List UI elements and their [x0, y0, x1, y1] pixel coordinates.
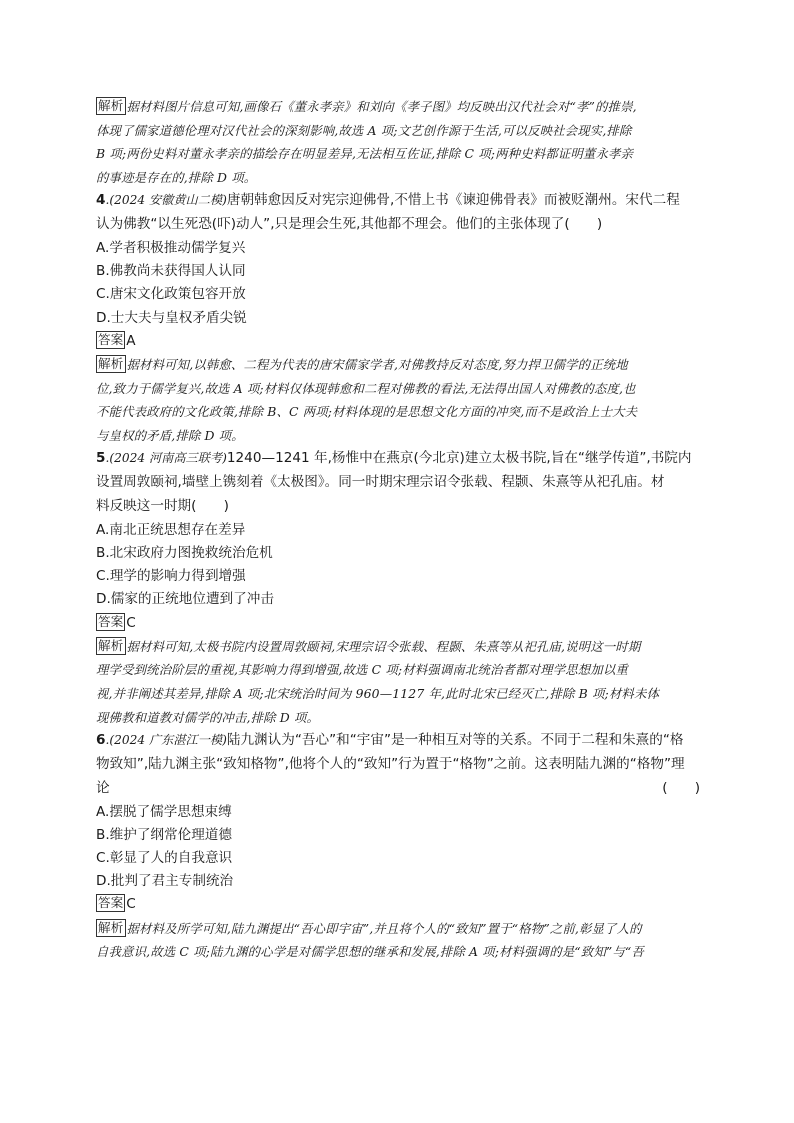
answer-value: C [126, 896, 136, 913]
explanation-line: 解析 据材料可知,太极书院内设置周敦颐祠,宋理宗诏令张载、程颢、朱熹等从祀孔庙,说明这一时期 [98, 637, 641, 654]
explanation-line: 自我意识,故选 C 项;陆九渊的心学是对儒学思想的继承和发展,排除 A 项;材料强调的是“致知”与“吾 [96, 944, 644, 960]
question-4 [96, 189, 700, 447]
question-number: 4 [96, 192, 106, 209]
question-stem-line: 认为佛教“以生死恐(吓)动人”,只是理会生死,其他都不理会。他们的主张体现了( ) [96, 216, 603, 233]
answer-paren: ( ) [662, 779, 700, 796]
question-stem-line: 设置周敦颐祠,墙壁上镌刻着《太极图》。同一时期宋理宗诏令张载、程颢、朱熹等从祀孔庙。材 [96, 474, 665, 491]
document-page [96, 95, 700, 964]
question-5 [96, 447, 700, 729]
option-b: B.维护了纲常伦理道德 [96, 826, 232, 843]
explanation-line: 体现了儒家道德伦理对汉代社会的深刻影响,故选 A 项;文艺创作源于生活,可以反映社会现实,排除 [96, 122, 632, 138]
option-d: D.士大夫与皇权矛盾尖锐 [96, 309, 247, 326]
explanation-line: 视,并非阐述其差异,排除 A 项;北宋统治时间为 960—1127 年,此时北宋已经灭亡,排除 B 项;材料未体 [96, 685, 660, 701]
option-c: C.理学的影响力得到增强 [96, 568, 246, 585]
explanation-line: 解析 据材料图片信息可知,画像石《董永孝亲》和刘向《孝子图》均反映出汉代社会对“孝”的推崇, [98, 98, 637, 114]
question-stem-line: 4.(2024 安徽黄山二模)唐朝韩愈因反对宪宗迎佛骨,不惜上书《谏迎佛骨表》而被贬潮州。宋代二程 [96, 192, 680, 209]
explanation-line: 现佛教和道教对儒学的冲击,排除 D 项。 [96, 709, 319, 725]
explanation-line: 理学受到统治阶层的重视,其影响力得到增强,故选 C 项;材料强调南北统治者都对理学思想加以重 [96, 662, 628, 678]
answer-line [96, 330, 700, 353]
answer-tag: 答案 [98, 331, 124, 347]
answer-value: A [126, 332, 136, 349]
question-source: .(2024 河南高三联考) [105, 451, 227, 466]
question-stem-line: 料反映这一时期( ) [96, 497, 229, 514]
question-source: .(2024 广东湛江一模) [105, 733, 227, 748]
answer-value: C [126, 614, 136, 631]
option-d: D.儒家的正统地位遭到了冲击 [96, 591, 274, 608]
explanation-tag: 解析 [98, 919, 124, 935]
option-a: A.学者积极推动儒学复兴 [96, 239, 246, 256]
answer-tag: 答案 [98, 613, 124, 629]
explanation-line: 不能代表政府的文化政策,排除 B、C 两项;材料体现的是思想文化方面的冲突,而不是政治上士大夫 [96, 404, 638, 420]
q3-explanation [96, 95, 700, 189]
option-d: D.批判了君主专制统治 [96, 873, 234, 890]
question-source: .(2024 安徽黄山二模) [105, 193, 227, 208]
explanation-line: 解析 据材料可知,以韩愈、二程为代表的唐宋儒家学者,对佛教持反对态度,努力捍卫儒学的正统地 [98, 355, 628, 372]
explanation-line: 的事迹是存在的,排除 D 项。 [96, 169, 257, 185]
explanation-tag: 解析 [98, 98, 124, 113]
answer-line [96, 612, 700, 635]
explanation-line: 位,致力于儒学复兴,故选 A 项;材料仅体现韩愈和二程对佛教的看法,无法得出国人对佛教的态度,也 [96, 380, 636, 396]
explanation-tag: 解析 [98, 637, 124, 653]
option-b: B.佛教尚未获得国人认同 [96, 263, 246, 280]
question-stem-line: 物致知”,陆九渊主张“致知格物”,他将个人的“致知”行为置于“格物”之前。这表明陆九渊的“格物”理 [96, 755, 685, 772]
explanation-tag: 解析 [98, 355, 124, 371]
explanation-line: B 项;两份史料对董永孝亲的描绘存在明显差异,无法相互佐证,排除 C 项;两种史料都证明董永孝亲 [96, 146, 634, 162]
question-stem-line: 5.(2024 河南高三联考)1240—1241 年,杨惟中在燕京(今北京)建立太极书院,旨在“继学传道”,书院内 [96, 450, 692, 467]
question-6 [96, 729, 700, 964]
option-a: A.南北正统思想存在差异 [96, 521, 246, 538]
explanation-line: 与皇权的矛盾,排除 D 项。 [96, 427, 244, 443]
answer-line [96, 893, 700, 916]
question-stem-line: 论 ( ) [96, 777, 700, 801]
answer-tag: 答案 [98, 895, 124, 911]
question-stem-line: 6.(2024 广东湛江一模)陆九渊认为“吾心”和“宇宙”是一种相互对等的关系。不同于二程和朱熹的“格 [96, 732, 684, 749]
option-c: C.彰显了人的自我意识 [96, 849, 233, 866]
explanation-line: 解析 据材料及所学可知,陆九渊提出“吾心即宇宙”,并且将个人的“致知”置于“格物”之前,彰显了人的 [98, 919, 642, 936]
option-b: B.北宋政府力图挽救统治危机 [96, 544, 273, 561]
question-number: 6 [96, 732, 106, 749]
question-number: 5 [96, 450, 106, 467]
option-a: A.摆脱了儒学思想束缚 [96, 803, 232, 820]
option-c: C.唐宋文化政策包容开放 [96, 286, 246, 303]
